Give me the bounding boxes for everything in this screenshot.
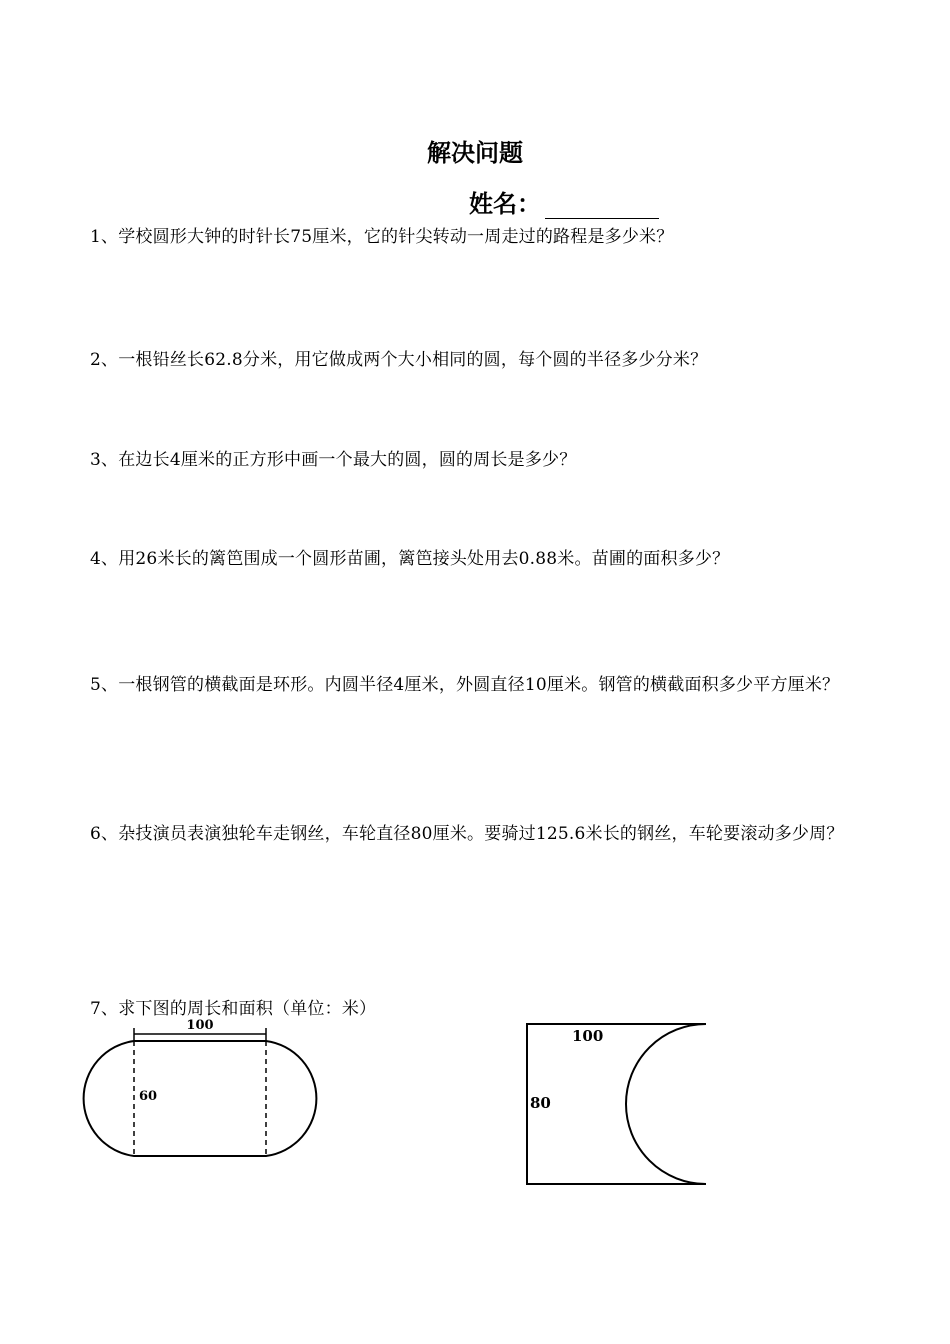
stadium-outline — [84, 1041, 317, 1156]
question-1: 1、学校圆形大钟的时针长75厘米，它的针尖转动一周走过的路程是多少米？ — [90, 227, 674, 247]
question-4: 4、用26米长的篱笆围成一个圆形苗圃，篱笆接头处用去0.88米。苗圃的面积多少？ — [90, 549, 730, 569]
stadium-diagram — [80, 1014, 320, 1160]
question-6: 6、杂技演员表演独轮车走钢丝，车轮直径80厘米。要骑过125.6米长的钢丝，车轮要滚动多少周？ — [90, 824, 844, 844]
length-label: 100 — [186, 1018, 214, 1033]
figure-stadium — [80, 1014, 320, 1164]
height-label: 80 — [530, 1094, 551, 1112]
question-3: 3、在边长4厘米的正方形中画一个最大的圆，圆的周长是多少？ — [90, 450, 577, 470]
name-label: 姓名： — [469, 190, 541, 218]
figure-rect-cutout — [520, 1018, 720, 1194]
question-2: 2、一根铅丝长62.8分米，用它做成两个大小相同的圆，每个圆的半径多少分米？ — [90, 350, 708, 370]
rect-cutout-outline — [527, 1024, 706, 1184]
name-blank-line[interactable] — [545, 194, 659, 219]
page-title: 解决问题 — [427, 139, 523, 167]
question-5: 5、一根钢管的横截面是环形。内圆半径4厘米，外圆直径10厘米。钢管的横截面积多少平方厘米？ — [90, 675, 840, 695]
rect-cutout-diagram — [520, 1018, 720, 1190]
question-7: 7、求下图的周长和面积（单位：米） — [90, 999, 377, 1019]
width-label: 60 — [139, 1089, 158, 1104]
length-label: 100 — [572, 1027, 604, 1045]
name-field-row — [469, 184, 659, 219]
